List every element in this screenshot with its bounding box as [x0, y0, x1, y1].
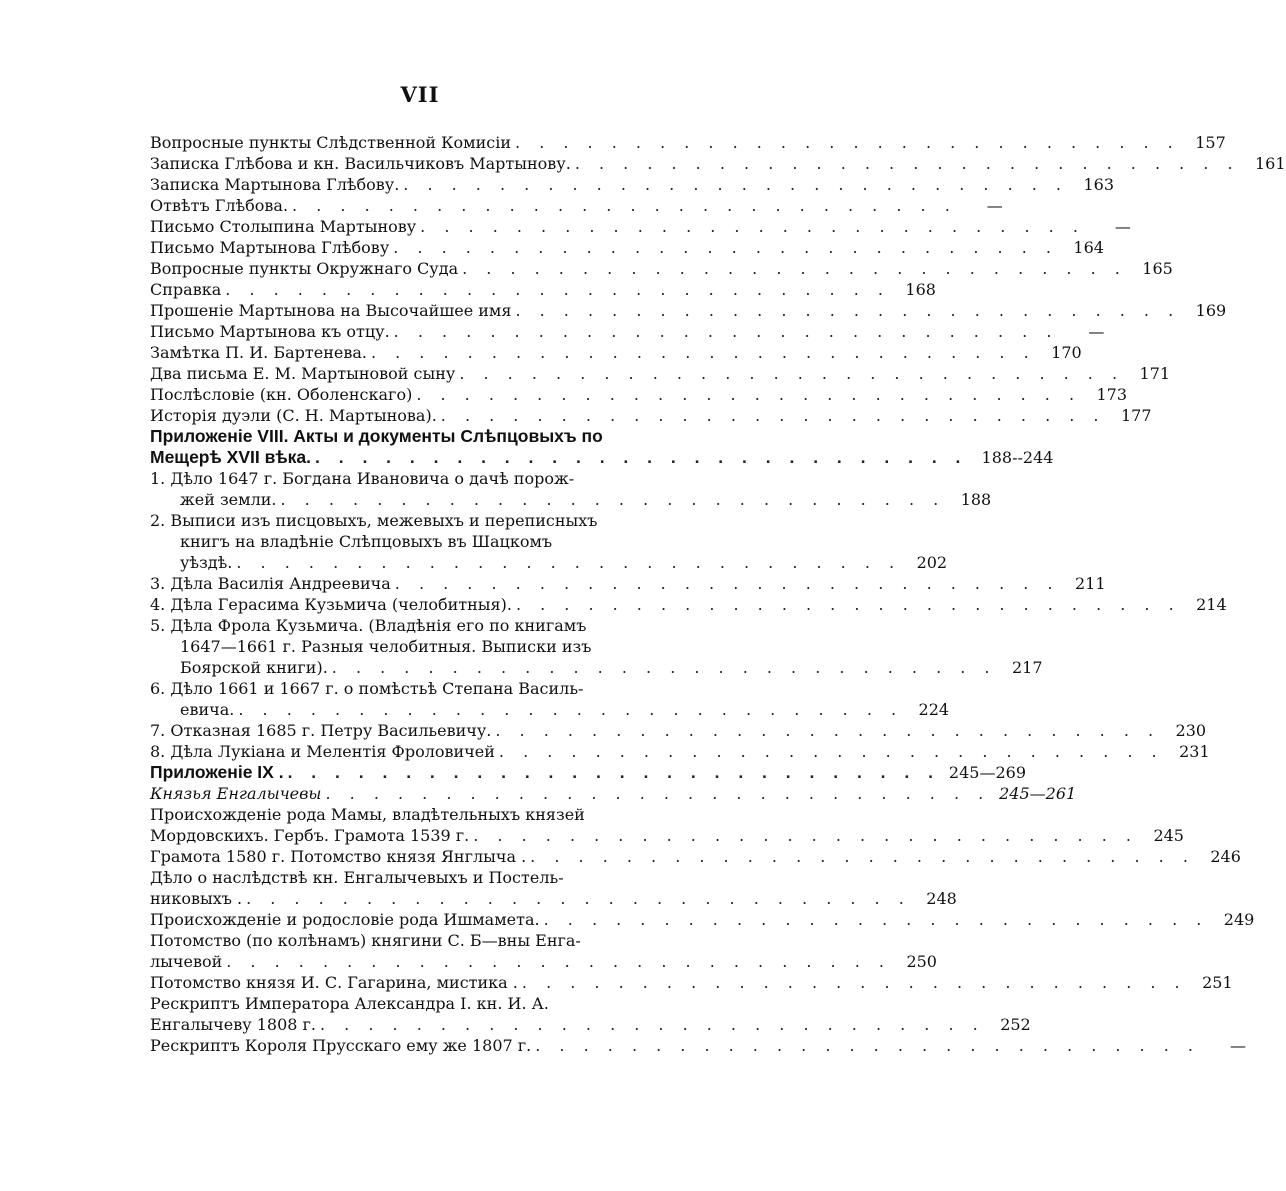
- toc-entry: [150, 426, 1054, 468]
- toc-entry-text: лычевой: [150, 952, 223, 971]
- toc-page-number: 157: [1195, 133, 1226, 152]
- toc-entry: [150, 615, 1043, 678]
- toc-page-number: 211: [1074, 574, 1106, 593]
- toc-entry-text: Отвѣтъ Глѣбова.: [150, 196, 289, 215]
- dot-leader: . . . . . . . . . . . . . . . . . . . . . . . . . . . .: [225, 280, 890, 299]
- toc-entry-text: Грамота 1580 г. Потомство князя Янглыча .: [150, 847, 527, 866]
- dot-leader: . . . . . . . . . . . . . . . . . . . . . . . . . . . .: [495, 721, 1161, 740]
- toc-entry: [150, 993, 1031, 1035]
- toc-entry-title: [150, 804, 695, 825]
- toc-page-number: 245—261: [999, 784, 1077, 803]
- toc-entry-text: Князья Енгалычевы: [150, 784, 322, 803]
- dot-leader: . . . . . . . . . . . . . . . . . . . . . . . . . . . .: [574, 154, 1240, 173]
- toc-page-number: —: [1088, 322, 1105, 341]
- toc-entry-title-continuation: [150, 1014, 1031, 1035]
- toc-entry-title: [150, 930, 695, 951]
- toc-entry: [150, 216, 1131, 237]
- toc-entry-text: Боярской книги).: [180, 658, 328, 677]
- dot-leader: . . . . . . . . . . . . . . . . . . . . . . . . . . . .: [325, 784, 991, 803]
- toc-entry-text: Дѣло о наслѣдствѣ кн. Енгалычевыхъ и Постель-: [150, 868, 564, 887]
- toc-entry-text: Вопросные пункты Окружнаго Суда: [150, 259, 459, 278]
- toc-entry: [150, 195, 1003, 216]
- toc-entry: [150, 678, 950, 720]
- toc-entry-text: Вопросные пункты Слѣдственной Комисіи: [150, 133, 512, 152]
- toc-entry-text: Замѣтка П. И. Бартенева.: [150, 343, 367, 362]
- toc-entry-text: Происхожденіе и родословіе рода Ишмамета.: [150, 910, 540, 929]
- toc-entry: [150, 363, 1171, 384]
- toc-entry-text: 7. Отказная 1685 г. Петру Васильевичу.: [150, 721, 492, 740]
- toc-page-number: 245—269: [948, 763, 1026, 782]
- toc-entry-text: Два письма Е. М. Мартыновой сыну: [150, 364, 456, 383]
- toc-entry: [150, 237, 1104, 258]
- toc-entry-text: Мещерѣ XVII вѣка.: [150, 447, 311, 467]
- toc-entry-title: [150, 573, 1106, 594]
- toc-entry-title: [150, 153, 1286, 174]
- dot-leader: . . . . . . . . . . . . . . . . . . . . . . . . . . . .: [280, 490, 946, 509]
- toc-page-number: 164: [1073, 238, 1104, 257]
- toc-page-number: 231: [1179, 742, 1210, 761]
- toc-entry: [150, 930, 937, 972]
- toc-entry: [150, 468, 992, 510]
- toc-entry-title-continuation: [150, 951, 937, 972]
- dot-leader: . . . . . . . . . . . . . . . . . . . . . . . . . . . .: [473, 826, 1138, 845]
- toc-page-number: 170: [1051, 343, 1082, 362]
- toc-entry-title-continuation: [150, 825, 1184, 846]
- toc-entry-text: Прошеніе Мартынова на Высочайшее имя: [150, 301, 512, 320]
- toc-entry: [150, 510, 948, 573]
- dot-leader: . . . . . . . . . . . . . . . . . . . . . . . . . . . .: [416, 385, 1082, 404]
- dot-leader: . . . . . . . . . . . . . . . . . . . . . . . . . . . .: [498, 742, 1164, 761]
- toc-entry-title: [150, 195, 1003, 216]
- dot-leader: . . . . . . . . . . . . . . . . . . . . . . . . . . . .: [394, 574, 1060, 593]
- toc-entry-text: Приложеніе VIII. Акты и документы Слѣпцовыхъ по: [150, 426, 603, 446]
- toc-entry-title: [150, 1035, 1246, 1056]
- toc-entry-title: [150, 720, 1207, 741]
- dot-leader: . . . . . . . . . . . . . . . . . . . . . . . . . . . .: [370, 343, 1036, 362]
- dot-leader: . . . . . . . . . . . . . . . . . . . . . . . . . . . .: [459, 364, 1125, 383]
- toc-entry-title: [150, 363, 1171, 384]
- toc-entry-title: [150, 867, 695, 888]
- toc-entry-title: [150, 615, 695, 636]
- dot-leader: . . . . . . . . . . . . . . . . . . . . . . . . . . . .: [393, 238, 1058, 257]
- toc-entry-title-continuation: [150, 888, 957, 909]
- toc-page-number: 250: [906, 952, 937, 971]
- toc-page-number: 224: [918, 700, 950, 719]
- toc-entry-text: жей земли.: [180, 490, 277, 509]
- dot-leader: . . . . . . . . . . . . . . . . . . . . . . . . . . . .: [331, 658, 997, 677]
- toc-entry: [150, 720, 1207, 741]
- toc-entry-title: [150, 279, 936, 300]
- dot-leader: . . . . . . . . . . . . . . . . . . . . . . . . . . . .: [440, 406, 1106, 425]
- toc-entry-text: 4. Дѣла Герасима Кузьмича (челобитныя).: [150, 595, 512, 614]
- dot-leader: . . . . . . . . . . . . . . . . . . . . . . . . . . . .: [515, 133, 1180, 152]
- toc-entry-title: [150, 993, 695, 1014]
- toc-page-number: 214: [1196, 595, 1227, 614]
- toc-page-number: 246: [1210, 847, 1241, 866]
- toc-entry: [150, 174, 1115, 195]
- toc-entry: [150, 741, 1210, 762]
- toc-page-number: 251: [1202, 973, 1233, 992]
- toc-entry-text: Потомство князя И. С. Гагарина, мистика .: [150, 973, 518, 992]
- toc-entry-title: [150, 405, 1152, 426]
- dot-leader: . . . . . . . . . . . . . . . . . . . . . . . . . . . .: [535, 1036, 1200, 1055]
- toc-entry-title-continuation: [150, 489, 992, 510]
- toc-entry: [150, 132, 1226, 153]
- toc-entry-title: [150, 762, 1026, 783]
- toc-entry: [150, 300, 1227, 321]
- toc-page-number: 188--244: [981, 448, 1054, 467]
- toc-entry: [150, 972, 1233, 993]
- toc-entry-title-continuation: [150, 657, 1043, 678]
- toc-entry-title: [150, 678, 695, 699]
- dot-leader: . . . . . . . . . . . . . . . . . . . . . . . . . . . .: [226, 952, 891, 971]
- toc-entry-title: [150, 846, 1241, 867]
- toc-entry-text: Енгалычеву 1808 г.: [150, 1015, 316, 1034]
- toc-entry-text: Послѣсловіе (кн. Оболенскаго): [150, 385, 413, 404]
- dot-leader: . . . . . . . . . . . . . . . . . . . . . . . . . . . .: [515, 301, 1181, 320]
- toc-entry-text: Рескриптъ Короля Прусскаго ему же 1807 г.: [150, 1036, 532, 1055]
- toc-entry-title: [150, 783, 1077, 804]
- toc-entry-text: 1. Дѣло 1647 г. Богдана Ивановича о дачѣ порож-: [150, 469, 575, 488]
- toc-entry-text: Письмо Мартынова къ отцу.: [150, 322, 390, 341]
- toc-entry-text: Записка Глѣбова и кн. Васильчиковъ Мартынову.: [150, 154, 571, 173]
- dot-leader: . . . . . . . . . . . . . . . . . . . . . . . . . . . .: [315, 447, 968, 467]
- dot-leader: . . . . . . . . . . . . . . . . . . . . . . . . . . . .: [530, 847, 1195, 866]
- toc-entry-title: [150, 174, 1115, 195]
- toc-page-number: 161: [1255, 154, 1286, 173]
- toc-entry: [150, 405, 1152, 426]
- toc-entry-text: Исторія дуэли (С. Н. Мартынова).: [150, 406, 437, 425]
- toc-entry-title: [150, 468, 695, 489]
- dot-leader: . . . . . . . . . . . . . . . . . . . . . . . . . . . .: [420, 217, 1085, 236]
- toc-entry-text: 6. Дѣло 1661 и 1667 г. о помѣстьѣ Степана Василь-: [150, 679, 584, 698]
- toc-entry: [150, 321, 1105, 342]
- toc-entry-text: 2. Выписи изъ писцовыхъ, межевыхъ и переписныхъ: [150, 511, 598, 530]
- toc-page-number: 171: [1139, 364, 1171, 383]
- toc-entry: [150, 804, 1184, 846]
- dot-leader: . . . . . . . . . . . . . . . . . . . . . . . . . . . .: [543, 910, 1209, 929]
- toc-entry-title: [150, 258, 1173, 279]
- toc-entry: [150, 384, 1128, 405]
- toc-page-number: 173: [1096, 385, 1128, 404]
- toc-entry-title: [150, 594, 1227, 615]
- toc-entry-title: [150, 237, 1104, 258]
- toc-entry: [150, 846, 1241, 867]
- toc-entry: [150, 594, 1227, 615]
- toc-entry-text: 5. Дѣла Фрола Кузьмича. (Владѣнія его по книгамъ: [150, 616, 587, 635]
- toc-entry-text: Рескриптъ Императора Александра I. кн. И. А.: [150, 994, 549, 1013]
- toc-entry: [150, 258, 1173, 279]
- table-of-contents: [150, 132, 1286, 1056]
- toc-page-number: 230: [1175, 721, 1207, 740]
- toc-entry-text: Письмо Столыпина Мартынову: [150, 217, 417, 236]
- toc-entry-title-continuation: [150, 552, 948, 573]
- toc-entry-text: Записка Мартынова Глѣбову.: [150, 175, 400, 194]
- toc-entry-text: никовыхъ .: [150, 889, 243, 908]
- toc-entry-title-continuation: [150, 447, 1054, 468]
- toc-page-number: 202: [916, 553, 948, 572]
- toc-page-number: —: [1114, 217, 1131, 236]
- toc-page-number: 169: [1195, 301, 1227, 320]
- toc-entry-text: Потомство (по колѣнамъ) княгини С. Б—вны Енга-: [150, 931, 581, 950]
- toc-page-number: 163: [1083, 175, 1115, 194]
- toc-entry-text: уѣздѣ.: [180, 553, 233, 572]
- toc-page-number: 168: [905, 280, 936, 299]
- toc-entry-title-continuation: [150, 531, 695, 552]
- toc-entry-text: 3. Дѣла Василія Андреевича: [150, 574, 391, 593]
- dot-leader: . . . . . . . . . . . . . . . . . . . . . . . . . . . .: [236, 553, 902, 572]
- toc-page-number: 177: [1120, 406, 1152, 425]
- toc-entry-text: евича.: [180, 700, 235, 719]
- toc-entry-text: Мордовскихъ. Гербъ. Грамота 1539 г.: [150, 826, 470, 845]
- toc-entry: [150, 1035, 1246, 1056]
- toc-entry-text: Справка: [150, 280, 222, 299]
- dot-leader: . . . . . . . . . . . . . . . . . . . . . . . . . . . .: [393, 322, 1059, 341]
- toc-entry: [150, 762, 1026, 783]
- toc-entry-title: [150, 132, 1226, 153]
- toc-page-number: 252: [1000, 1015, 1031, 1034]
- toc-page-number: 249: [1223, 910, 1255, 929]
- dot-leader: . . . . . . . . . . . . . . . . . . . . . . . . . . . .: [515, 595, 1181, 614]
- toc-entry-title: [150, 426, 695, 447]
- toc-page-number: 245: [1153, 826, 1184, 845]
- toc-entry: [150, 783, 1077, 804]
- toc-entry-title-continuation: [150, 636, 695, 657]
- toc-entry-title: [150, 384, 1128, 405]
- toc-entry: [150, 153, 1286, 174]
- dot-leader: . . . . . . . . . . . . . . . . . . . . . . . . . . . .: [403, 175, 1069, 194]
- toc-entry-text: 8. Дѣла Лукіана и Мелентія Фроловичей: [150, 742, 495, 761]
- toc-page-number: 217: [1011, 658, 1043, 677]
- dot-leader: . . . . . . . . . . . . . . . . . . . . . . . . . . . .: [521, 973, 1187, 992]
- dot-leader: . . . . . . . . . . . . . . . . . . . . . . . . . . . .: [292, 196, 957, 215]
- toc-entry-title: [150, 909, 1255, 930]
- toc-entry-text: Письмо Мартынова Глѣбову: [150, 238, 390, 257]
- toc-entry-title: [150, 216, 1131, 237]
- dot-leader: . . . . . . . . . . . . . . . . . . . . . . . . . . . .: [320, 1015, 985, 1034]
- toc-entry: [150, 909, 1255, 930]
- toc-entry-title: [150, 510, 695, 531]
- toc-entry-text: Происхожденіе рода Мамы, владѣтельныхъ князей: [150, 805, 585, 824]
- toc-entry-title: [150, 342, 1082, 363]
- page-number: VII: [400, 82, 440, 107]
- toc-entry: [150, 342, 1082, 363]
- toc-entry-title-continuation: [150, 699, 950, 720]
- toc-page-number: 188: [960, 490, 992, 509]
- toc-entry-title: [150, 300, 1227, 321]
- toc-entry: [150, 279, 936, 300]
- toc-entry-title: [150, 972, 1233, 993]
- dot-leader: . . . . . . . . . . . . . . . . . . . . . . . . . . . .: [246, 889, 911, 908]
- dot-leader: . . . . . . . . . . . . . . . . . . . . . . . . . . . .: [238, 700, 904, 719]
- toc-entry-title: [150, 741, 1210, 762]
- toc-entry-title: [150, 321, 1105, 342]
- toc-entry-text: 1647—1661 г. Разныя челобитныя. Выписки изъ: [180, 637, 592, 656]
- toc-page-number: 165: [1142, 259, 1173, 278]
- dot-leader: . . . . . . . . . . . . . . . . . . . . . . . . . . . .: [287, 762, 940, 782]
- toc-page-number: —: [1229, 1036, 1246, 1055]
- toc-page-number: —: [986, 196, 1003, 215]
- toc-entry: [150, 573, 1106, 594]
- toc-entry-text: книгъ на владѣніе Слѣпцовыхъ въ Шацкомъ: [180, 532, 553, 551]
- toc-entry-text: Приложеніе IX .: [150, 762, 284, 782]
- dot-leader: . . . . . . . . . . . . . . . . . . . . . . . . . . . .: [462, 259, 1127, 278]
- toc-page-number: 248: [926, 889, 957, 908]
- toc-entry: [150, 867, 957, 909]
